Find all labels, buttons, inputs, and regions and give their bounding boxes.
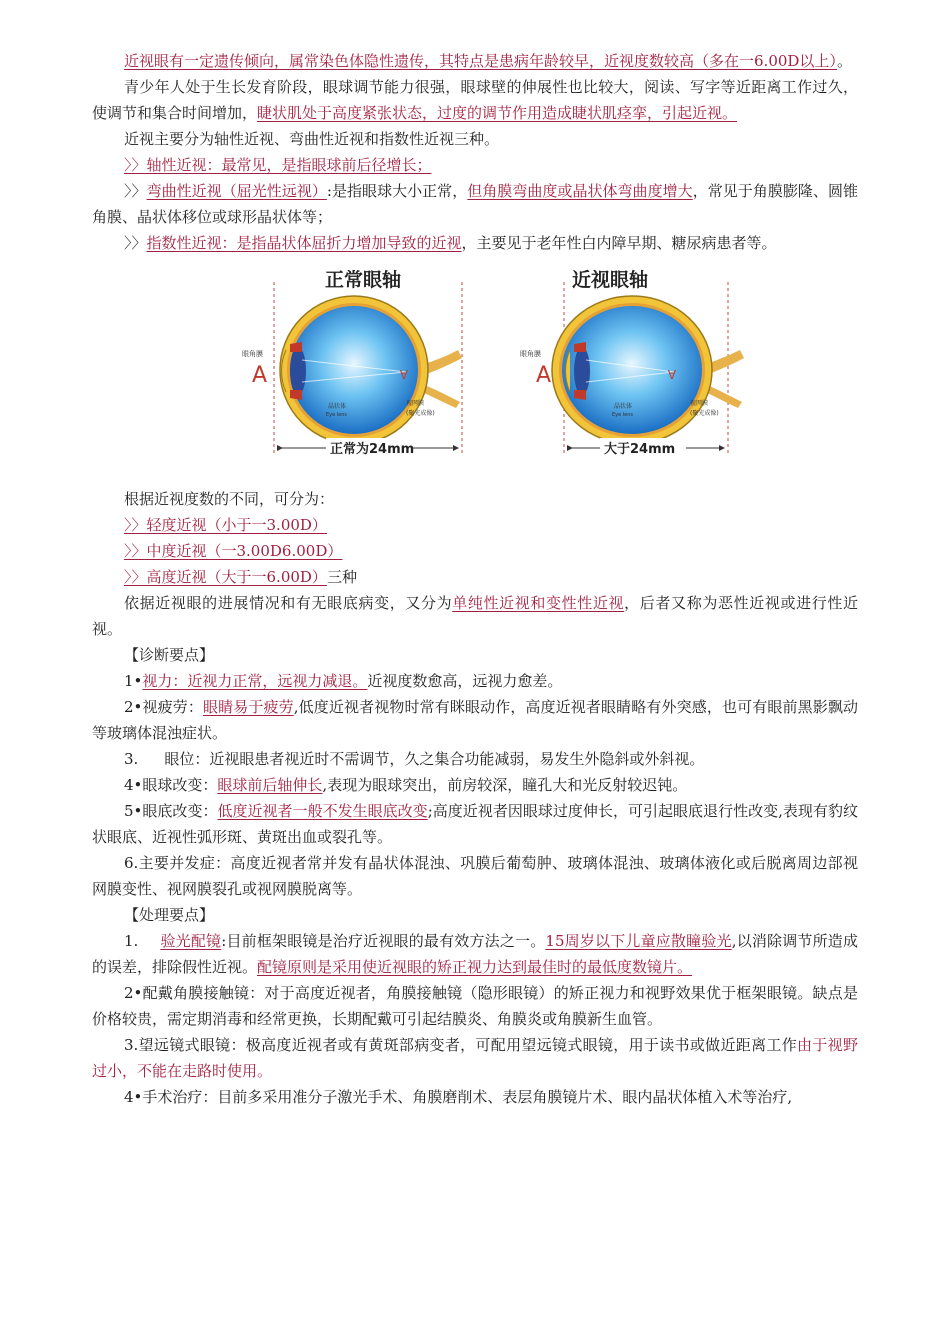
label-v-left: A: [399, 367, 408, 381]
right-title: 近视眼轴: [572, 269, 649, 291]
eye-axis-diagram: [230, 262, 770, 474]
label-v-right: A: [667, 367, 676, 381]
text-curvature-2: ，常见于角膜膨隆、圆锥角膜、晶状体移位或球形晶状体等；: [92, 182, 858, 226]
highlight-fundus: 低度近视者一般不发生眼底改变: [217, 802, 428, 820]
text-eye-position: 眼位：近视眼患者视近时不需调节，久之集合功能减弱，易发生外隐斜或外斜视。: [164, 750, 705, 768]
list-mild: [92, 512, 858, 538]
highlight-principle: 配镜原则是采用使近视眼的矫正视力达到最佳时的最低度数镜片。: [257, 958, 693, 976]
list-moderate: [92, 538, 858, 564]
heading-diagnosis: 【诊断要点】: [124, 646, 215, 664]
label-cornea-left: 眼角膜: [242, 350, 263, 358]
highlight-index: 指数性近视：是指晶状体屈折力增加导致的近视: [146, 234, 462, 252]
highlight-moderate: 〉〉中度近视（一3.00D6.00D）: [124, 542, 343, 560]
item-number: 1.: [124, 932, 139, 950]
diagnosis-item-1: [92, 668, 858, 694]
diagnosis-item-2: [92, 694, 858, 746]
label-lens-en-left: Eye lens: [326, 412, 348, 418]
highlight-progress: 单纯性近视和变性性近视: [452, 594, 625, 612]
text-progress-2: ，后者又称为恶性近视或进行性近视。: [92, 594, 858, 638]
highlight-telescope: 由于视野过小，不能在走路时使用。: [92, 1036, 858, 1080]
item-label: 5•眼底改变：: [124, 802, 218, 820]
text-axis: ,表现为眼球突出，前房较深，瞳孔大和光反射较迟钝。: [322, 776, 688, 794]
label-focus-right: (聚光成像): [690, 410, 719, 417]
paragraph-teenager: [92, 74, 858, 126]
label-retina-left: 视网膜: [406, 400, 425, 407]
label-lens-en-right: Eye lens: [612, 412, 634, 418]
left-title: 正常眼轴: [325, 269, 402, 291]
highlight-fatigue: 眼睛易于疲劳: [203, 698, 294, 716]
list-high: [92, 564, 858, 590]
myopic-eye: [520, 282, 744, 457]
treatment-item-2: 2•配戴角膜接触镜：对于高度近视者，角膜接触镜（隐形眼镜）的矫正视力和视野效果优于框架眼镜。缺点是价格较贵，需定期消毒和经常更换，长期配戴可引起结膜炎、角膜炎或角膜新生血管。: [92, 984, 858, 1028]
label-lens-right: 晶状体: [614, 403, 633, 410]
item-label: 2•视疲劳：: [124, 698, 203, 716]
text-telescope: 3.望远镜式眼镜：极高度近视者或有黄斑部病变者，可配用望远镜式眼镜，用于读书或做近距离工作: [124, 1036, 798, 1054]
highlight-ciliary: 睫状肌处于高度紧张状态，过度的调节作用造成睫状肌痉挛，引起近视。: [257, 104, 738, 122]
text-children: ,以消除调节所造成的误差，排除假性近视。: [92, 932, 858, 976]
highlight-high: 〉〉高度近视（大于一6.00D）: [124, 568, 327, 586]
caption-myopic: 大于24mm: [604, 442, 676, 457]
label-a-right: A: [536, 363, 552, 388]
label-cornea-right: 眼角膜: [520, 350, 541, 358]
normal-eye: [242, 282, 462, 457]
paragraph-types: 近视主要分为轴性近视、弯曲性近视和指数性近视三种。: [124, 130, 500, 148]
highlight-curvature-2: 但角膜弯曲度或晶状体弯曲度增大: [467, 182, 693, 200]
text-refraction: :目前框架眼镜是治疗近视眼的最有效方法之一。: [221, 932, 546, 950]
caption-normal: 正常为24mm: [330, 442, 415, 457]
highlight-vision: 视力：近视力正常，远视力减退。: [142, 672, 368, 690]
text-vision: 近视度数愈高，远视力愈差。: [367, 672, 563, 690]
document-page: [92, 48, 858, 1110]
bullet-mark: 〉〉: [124, 234, 147, 252]
diagnosis-item-5: [92, 798, 858, 850]
highlight-children: 15周岁以下儿童应散瞳验光: [545, 932, 732, 950]
highlight-mild: 〉〉轻度近视（小于一3.00D）: [124, 516, 327, 534]
text-three: 三种: [326, 568, 357, 586]
diagnosis-item-3: [92, 746, 858, 772]
text-progress: 依据近视眼的进展情况和有无眼底病变，又分为: [124, 594, 453, 612]
heading-treatment: 【处理要点】: [124, 906, 215, 924]
text-fundus: ;高度近视者因眼球过度伸长，可引起眼底退行性改变,表现有豹纹状眼底、近视性弧形斑、黄斑出血或裂孔等。: [92, 802, 858, 846]
highlight-curvature: 弯曲性近视（屈光性远视）: [146, 182, 327, 200]
text-teenager: 青少年人处于生长发育阶段，眼球调节能力很强，眼球壁的伸展性也比较大，阅读、写字等近距离工作过久，使调节和集合时间增加，: [92, 78, 858, 122]
diagnosis-item-4: [92, 772, 858, 798]
text-fatigue: ,低度近视者视物时常有眯眼动作，高度近视者眼睛略有外突感，也可有眼前黑影飘动等玻璃体混浊症状。: [92, 698, 858, 742]
highlight-heredity: 近视眼有一定遗传倾向，属常染色体隐性遗传，其特点是患病年龄较早，近视度数较高（多在一6.00D以上）: [124, 52, 837, 70]
text-index: ，主要见于老年性白内障早期、糖尿病患者等。: [461, 234, 777, 252]
paragraph-degree: 根据近视度数的不同，可分为：: [124, 490, 335, 508]
paragraph-heredity: [92, 48, 858, 74]
label-retina-right: 视网膜: [690, 400, 709, 407]
paragraph-curvature: [92, 178, 858, 230]
treatment-item-3: [92, 1032, 858, 1084]
text-curvature: :是指眼球大小正常，: [326, 182, 468, 200]
treatment-item-4: 4•手术治疗：目前多采用准分子激光手术、角膜磨削术、表层角膜镜片术、眼内晶状体植入术等治疗,: [124, 1088, 793, 1106]
treatment-item-1: [92, 928, 858, 980]
label-lens-left: 晶状体: [328, 403, 347, 410]
paragraph-progress: [92, 590, 858, 642]
label-focus-left: (聚光成像): [406, 410, 435, 417]
highlight-axial: 〉〉轴性近视：最常见，是指眼球前后径增长；: [124, 156, 432, 174]
label-a-left: A: [252, 363, 268, 388]
highlight-axis: 眼球前后轴伸长: [217, 776, 323, 794]
paragraph-index: [92, 230, 858, 256]
item-label: 4•眼球改变：: [124, 776, 218, 794]
paragraph-axial: [92, 152, 858, 178]
highlight-refraction: 验光配镜: [160, 932, 222, 950]
item-number: 1•: [124, 672, 143, 690]
text-period: 。: [836, 52, 852, 70]
eye-axis-figure: [92, 262, 858, 480]
diagnosis-item-6: 6.主要并发症：高度近视者常并发有晶状体混浊、巩膜后葡萄肿、玻璃体混浊、玻璃体液化或后脱离周边部视网膜变性、视网膜裂孔或视网膜脱离等。: [92, 854, 858, 898]
bullet-mark: 〉〉: [124, 182, 147, 200]
item-number: 3.: [124, 750, 139, 768]
